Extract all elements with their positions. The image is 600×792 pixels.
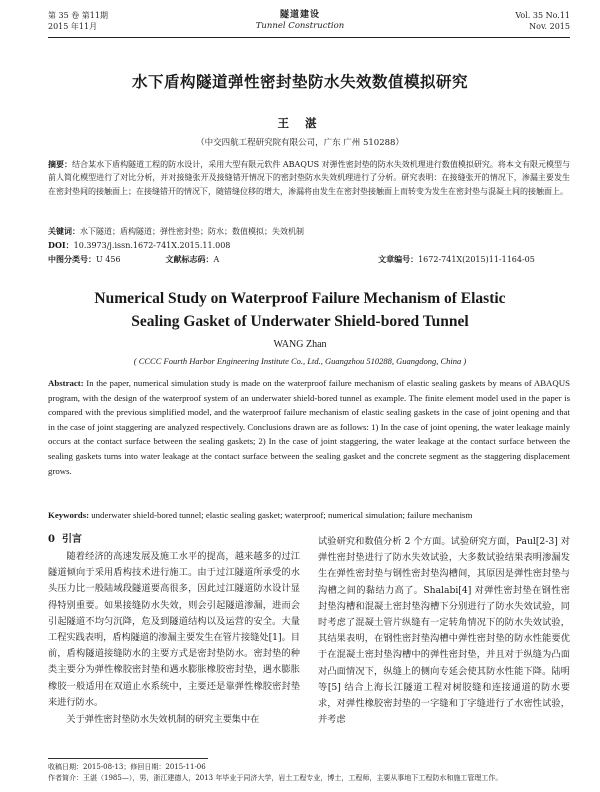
- page-title-en: [40, 287, 560, 333]
- journal-issue-en: [470, 10, 570, 32]
- header-rule: [48, 37, 570, 38]
- doi-value: 10.3973/j.issn.1672-741X.2015.11.008: [73, 241, 231, 250]
- footnote-author-bio: 作者简介：王湛（1985—），男，浙江建德人，2013 年毕业于同济大学，岩土工程专业，博士，工程师，主要从事地下工程防水和施工管理工作。: [48, 773, 503, 782]
- article-number-value: 1672-741X(2015)11-1164-05: [418, 255, 535, 264]
- affiliation-cn: （中交四航工程研究院有限公司，广东 广州 510288）: [196, 138, 404, 148]
- doc-code-label: 文献标志码：: [165, 254, 214, 264]
- footnote-received: 收稿日期：2015-08-13；修回日期：2015-11-06: [48, 763, 206, 771]
- issue-date-en: Nov. 2015: [529, 22, 570, 31]
- abstract-cn-label: 摘要：: [48, 159, 73, 169]
- doi-line: [48, 239, 570, 252]
- journal-name: [200, 10, 400, 32]
- abstract-cn: [48, 158, 570, 198]
- section-heading: [48, 530, 300, 545]
- doi-label: DOI：: [48, 240, 74, 250]
- right-column: 试验研究和数值分析 2 个方面。试验研究方面，Paul[2-3] 对弹性密封垫进行了防水失效试验，大多数试验结果表明渗漏发生在弹性密封垫与钢性密封垫沟槽间，其原因是弹性密封垫与沟槽之间的黏结力高了。Shalabi[4] 对弹性密封垫在钢性密封垫沟槽和混凝土密封垫沟槽下分别进行了防水失效试验，同时考虑了混凝土管片纵缝有一定转角情况下的防水失效试验，其结果表明，在钢性密封垫沟槽中弹性密封垫的防水性能要优于在混凝土密封垫沟槽中的弹性密封垫，并且对于纵缝为凸面对凸面情况下，纵缝上的侧向专延会使其防水性能下降。陆明等[5] 结合上海长江隧道工程对树胶缝和连接通道的防水要求，对弹性橡胶密封垫的一字缝和丁字缝进行了水密性试验，并考虑: [318, 536, 570, 726]
- abstract-en: [48, 376, 570, 478]
- doc-code-value: A: [213, 255, 220, 264]
- section-number: 0: [48, 534, 55, 545]
- clc-value: U 456: [96, 255, 121, 264]
- abstract-cn-text: 结合某水下盾构隧道工程的防水设计，采用大型有限元软件 ABAQUS 对弹性密封垫的防水失效机理进行数值模拟研究。将本文有限元模型与前人简化模型进行了对比分析，并对接缝张开及接缝错开情况下的密封垫防水失效机理进行了分析。研究表明：在接缝张开的情况下，渗漏主要发生在密封垫间的接触面上；在接缝错开的情况下，随错缝位移的增大，渗漏将由发生在密封垫接触面上而转变为发生在密封垫与混凝土间的接触面上。: [48, 160, 571, 196]
- journal-name-cn: 隧道建设: [279, 10, 320, 20]
- author-en: WANG Zhan: [273, 339, 327, 350]
- page-title-en-line1: Numerical Study on Waterproof Failure Mechanism of Elastic: [94, 290, 506, 307]
- keywords-cn-text: 水下隧道；盾构隧道；弹性密封垫；防水；数值模拟；失效机制: [80, 227, 304, 236]
- page-title-en-line2: Sealing Gasket of Underwater Shield-bored Tunnel: [131, 313, 469, 330]
- keywords-en-text: underwater shield-bored tunnel; elastic sealing gasket; waterproof; numerical simulation; failure mechanism: [91, 510, 473, 520]
- issue-date: 2015 年11月: [48, 22, 98, 31]
- left-column: [48, 530, 300, 728]
- affiliation-en: ( CCCC Fourth Harbor Engineering Institute Co., Ltd., Guangzhou 510288, Guangdong, China ): [133, 356, 467, 366]
- intro-paragraph-2: 关于弹性密封垫防水失效机制的研究主要集中在: [66, 714, 260, 726]
- footnote-rule: [48, 758, 208, 759]
- classification-line: [48, 253, 570, 266]
- keywords-cn: [48, 225, 570, 238]
- intro-paragraph-1: 随着经济的高速发展及施工水平的提高，越来越多的过江隧道倾向于采用盾构技术进行施工。由于过江隧道所承受的水头压力比一般陆域段隧道要高很多，因此过江隧道防水设计显得特别重要。如果接缝防水失效，则会引起隧道渗漏，进而会引起隧道不均匀沉降，危及到隧道结构以及运营的安全。大量工程实践表明，盾构隧道的渗漏主要发生在管片接缝处[1]。目前，盾构隧道接缝防水的主要方式是密封垫防水。密封垫的种类主要分为弹性橡胶密封垫和遇水膨胀橡胶密封垫，遇水膨胀橡胶一般适用在双道止水系统中，主要还是靠弹性橡胶密封垫来进行防水。: [48, 551, 300, 708]
- author-cn: 王 湛: [277, 116, 323, 130]
- keywords-en: [48, 508, 570, 523]
- footnote: [48, 762, 570, 783]
- section-title: 引言: [61, 534, 82, 545]
- abstract-en-text: In the paper, numerical simulation study is made on the waterproof failure mechanism of elastic sealing gaskets by means of ABAQUS program, with the design of the waterproof system of an underwater shield-bored tunnel as example. The finite element model used in the paper is compared with the previous simplified model, and the waterproof failure mechanism of elastic sealing gaskets in the case of joint opening and that in the case of joint staggering are analyzed respectively. Conclusions drawn are as follows: 1) In the case of joint opening, the water leakage mainly occurs at the contact surface between the sealing gaskets; 2) In the case of joint staggering, the water leakage at the contact surface between the sealing gaskets turns into water leakage at the contact surface between the sealing gasket and the concrete segment as the staggering displacement grows.: [48, 378, 571, 476]
- clc-label: 中图分类号：: [48, 254, 96, 264]
- abstract-en-label: Abstract:: [48, 378, 84, 388]
- volume-issue-en: Vol. 35 No.11: [515, 11, 570, 20]
- journal-name-en: Tunnel Construction: [255, 21, 345, 31]
- keywords-cn-label: 关键词：: [48, 226, 80, 236]
- volume-issue: 第 35 卷 第11期: [48, 11, 108, 20]
- journal-issue: [48, 10, 108, 32]
- article-number-label: 文章编号：: [378, 254, 419, 264]
- keywords-en-label: Keywords:: [48, 510, 90, 520]
- page-title-cn: 水下盾构隧道弹性密封垫防水失效数值模拟研究: [131, 72, 468, 91]
